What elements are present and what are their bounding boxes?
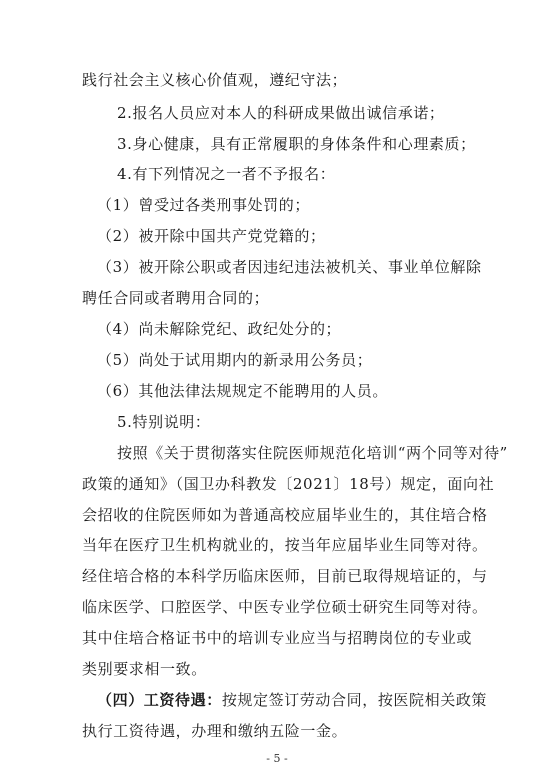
salary-paragraph-first-line [97, 690, 487, 710]
paragraph-line: 类别要求相一致。 [82, 660, 207, 678]
paragraph-line: 4.有下列情况之一者不予报名： [117, 165, 336, 183]
paragraph-line: 3.身心健康，具有正常履职的身体条件和心理素质； [117, 135, 476, 153]
paragraph-line: 临床医学、口腔医学、中医专业学位硕士研究生同等对待。 [82, 598, 488, 616]
paragraph-line: 经住培合格的本科学历临床医师，目前已取得规培证的，与 [82, 567, 488, 585]
page-number: - 5 - [266, 752, 288, 765]
list-item: （3）被开除公职或者因违纪违法被机关、事业单位解除 [97, 258, 482, 276]
paragraph-line: 当年在医疗卫生机构就业的，按当年应届毕业生同等对待。 [82, 536, 488, 554]
salary-heading: （四）工资待遇： [97, 691, 222, 709]
paragraph-line: 践行社会主义核心价值观，遵纪守法； [82, 71, 348, 89]
paragraph-line: 2.报名人员应对本人的科研成果做出诚信承诺； [117, 104, 445, 122]
list-item: （4）尚未解除党纪、政纪处分的； [97, 320, 342, 338]
list-item: （1）曾受过各类刑事处罚的； [97, 196, 310, 214]
paragraph-line: 执行工资待遇，办理和缴纳五险一金。 [82, 722, 348, 740]
paragraph-line: 聘任合同或者聘用合同的； [82, 289, 270, 307]
paragraph-line: 会招收的住院医师如为普通高校应届毕业生的，其住培合格 [82, 506, 488, 524]
paragraph-line: 其中住培合格证书中的培训专业应当与招聘岗位的专业或 [82, 629, 473, 647]
list-item: （5）尚处于试用期内的新录用公务员； [97, 351, 373, 369]
paragraph-line: 按照《关于贯彻落实住院医师规范化培训“两个同等对待” [117, 444, 508, 462]
list-item: （2）被开除中国共产党党籍的； [97, 227, 326, 245]
list-item: （6）其他法律法规规定不能聘用的人员。 [97, 382, 388, 400]
paragraph-line: 政策的通知》（国卫办科教发〔2021〕18号）规定，面向社 [82, 475, 495, 493]
salary-text: 按规定签订劳动合同，按医院相关政策 [221, 691, 488, 709]
section-heading: 5.特别说明： [117, 413, 211, 431]
